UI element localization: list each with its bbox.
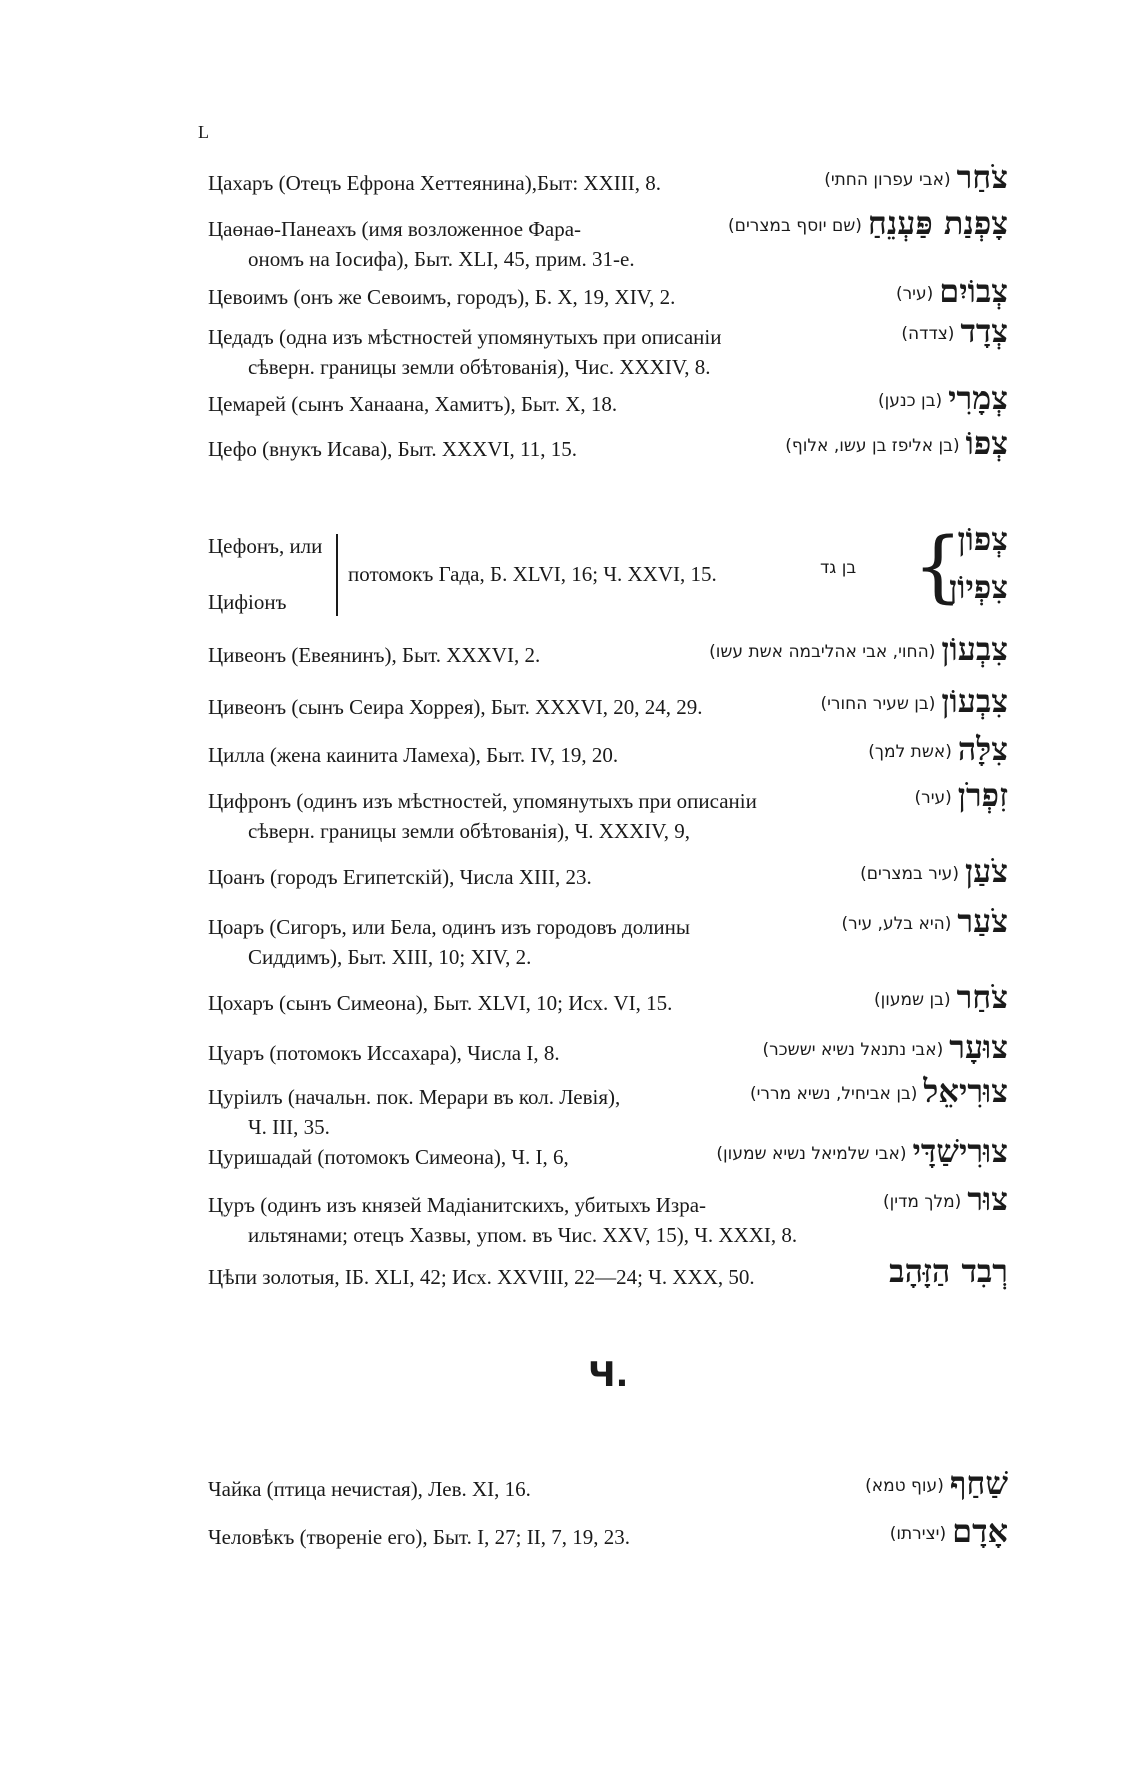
entry-text: Цоанъ (городъ Египетскій), Числа XIII, 23. (208, 865, 592, 889)
hebrew-headword: צֹעַן (964, 852, 1008, 890)
hebrew-gloss: (אבי נתנאל נשיא יששכר) (762, 1040, 944, 1060)
entry-text (208, 912, 798, 972)
entry-hebrew (868, 730, 1008, 768)
dictionary-entry (208, 730, 1008, 770)
entry-text: Цивеонъ (Евеянинъ), Быт. ХХХVI, 2. (208, 643, 541, 667)
entry-line-2: сѣверн. границы земли обѣтованія), Чис. ХХХIV, 8. (248, 355, 711, 379)
entry-line-1: Цаөнаө-Панеахъ (имя возложенное Фара- (208, 217, 582, 241)
hebrew-headword: צְפוֹ (965, 424, 1008, 462)
entry-hebrew (873, 978, 1008, 1016)
dictionary-entry (208, 1180, 1008, 1250)
hebrew-headword: אָדָם (952, 1512, 1008, 1550)
entry-hebrew (820, 682, 1009, 720)
entry-line-2: Сиддимъ), Быт. XIII, 10; XIV, 2. (248, 945, 532, 969)
dictionary-entry (208, 978, 1008, 1018)
section-heading: Ч. (588, 1355, 629, 1395)
entry-line-2: сѣверн. границы земли обѣтованія), Ч. ХХХIV, 9, (248, 819, 690, 843)
hebrew-gloss: (צדדה) (901, 324, 955, 344)
entry-text: Цуришадай (потомокъ Симеона), Ч. I, 6, (208, 1145, 569, 1169)
hebrew-headword: צְבוֹיִם (939, 272, 1008, 310)
hebrew-headword: זִפְרֹן (957, 776, 1008, 814)
entry-text: Цахаръ (Отецъ Ефрона Хеттеянина),Быт: ХХIII, 8. (208, 171, 661, 195)
entry-text: Цилла (жена каинита Ламеха), Быт. IV, 19, 20. (208, 743, 619, 767)
dictionary-entry (208, 1072, 1008, 1142)
hebrew-headword: צוּעָר (949, 1028, 1008, 1066)
entry-text: Чайка (птица нечистая), Лев. ХI, 16. (208, 1477, 531, 1501)
entry-hebrew (749, 1072, 1008, 1110)
entry-name-1: Цефонъ, или (208, 534, 323, 558)
entry-line-2: ономъ на Іосифа), Быт. ХLI, 45, прим. 31-е. (248, 247, 635, 271)
dictionary-entry (208, 312, 1008, 382)
entry-hebrew (824, 158, 1008, 196)
brace-entry (208, 520, 1008, 620)
hebrew-headword: צְדָד (960, 312, 1008, 350)
hebrew-gloss: (אבי שלמיאל נשיא שמעון) (716, 1144, 907, 1164)
entry-line-2: Ч. III, 35. (248, 1115, 330, 1139)
hebrew-gloss: (בן אליפז בן עשו, אלוף) (785, 436, 960, 456)
entry-hebrew (860, 852, 1008, 890)
hebrew-headword: צִפְיוֹן (949, 568, 1008, 606)
hebrew-headword: צִלָּה (957, 730, 1008, 768)
hebrew-headword: צוּר (967, 1180, 1008, 1218)
dictionary-entry (208, 852, 1008, 892)
entry-hebrew (709, 630, 1008, 668)
hebrew-headword: צָפְנַת פַּעְנֵחַ (867, 204, 1008, 242)
dictionary-entry (208, 776, 1008, 846)
hebrew-gloss: (אבי עפרון החתי) (824, 170, 951, 190)
entry-name-2: Цифіонъ (208, 590, 287, 614)
hebrew-gloss: (עיר) (895, 284, 934, 304)
dictionary-entry (208, 1132, 1008, 1172)
entry-text: Цивеонъ (сынъ Сеира Хоррея), Быт. ХХХVI, 20, 24, 29. (208, 695, 703, 719)
entry-hebrew (883, 1252, 1008, 1290)
entry-text (208, 214, 798, 274)
hebrew-headword: רְבִד הַזָּהָב (889, 1252, 1008, 1290)
entry-hebrew (889, 1512, 1008, 1550)
entry-text (208, 1190, 858, 1250)
hebrew-gloss: (שם יוסף במצרים) (728, 216, 862, 236)
entry-hebrew (865, 1464, 1008, 1502)
entry-hebrew (841, 902, 1008, 940)
entry-text (208, 786, 798, 846)
hebrew-gloss: (בן אביחיל, נשיא מררי) (749, 1084, 918, 1104)
bracket-line (336, 534, 338, 616)
entry-hebrew (877, 379, 1008, 417)
entry-text: Цефо (внукъ Исава), Быт. ХХХVI, 11, 15. (208, 437, 577, 461)
entry-line-1: Цифронъ (одинъ изъ мѣстностей, упомянутыхъ при описаніи (208, 789, 757, 813)
hebrew-headword: צוּרִיאֵל (923, 1072, 1008, 1110)
entry-hebrew (716, 1132, 1008, 1170)
hebrew-headword: צוּרִישַׁדָּי (912, 1132, 1008, 1170)
entry-text: Цевоимъ (онъ же Севоимъ, городъ), Б. Х, 19, ХIV, 2. (208, 285, 676, 309)
dictionary-entry (208, 630, 1008, 670)
hebrew-headword: צֹחַר (956, 158, 1008, 196)
entry-line-1: Цуръ (одинъ изъ князей Мадіанитскихъ, убитыхъ Изра- (208, 1193, 707, 1217)
curly-brace: { (913, 522, 963, 612)
hebrew-headword: צִבְעוֹן (941, 630, 1008, 668)
entry-line-1: Цоаръ (Сигоръ, или Бела, одинъ изъ городовъ долины (208, 915, 690, 939)
page-mark: L (198, 122, 209, 142)
hebrew-headword: צְמָרִי (948, 379, 1008, 417)
dictionary-entry (208, 902, 1008, 972)
entry-text: Цохаръ (сынъ Симеона), Быт. ХLVI, 10; Исх. VI, 15. (208, 991, 673, 1015)
entry-hebrew (883, 1180, 1008, 1218)
entry-line-1: Цуріилъ (начальн. пок. Мерари въ кол. Левія), (208, 1085, 621, 1109)
hebrew-gloss: (היא בלע, עיר) (841, 914, 952, 934)
entry-hebrew (785, 424, 1008, 462)
entry-hebrew (762, 1028, 1008, 1066)
entry-text: Цуаръ (потомокъ Иссахара), Числа I, 8. (208, 1041, 560, 1065)
dictionary-entry (208, 424, 1008, 464)
hebrew-gloss: (אשת למך) (868, 742, 952, 762)
entry-text: Цѣпи золотыя, IБ. ХLI, 42; Исх. ХХVIII, 22—24; Ч. ХХХ, 50. (208, 1265, 755, 1289)
dictionary-entry (208, 272, 1008, 312)
entry-line-2: ильтянами; отецъ Хазвы, упом. въ Чис. ХХV, 15), Ч. ХХХI, 8. (248, 1223, 798, 1247)
entry-text: Человѣкъ (твореніе его), Быт. I, 27; II, 7, 19, 23. (208, 1525, 630, 1549)
hebrew-gloss: (בן שמעון) (873, 990, 951, 1010)
dictionary-entry (208, 204, 1008, 274)
hebrew-gloss: (עיר) (914, 788, 952, 808)
dictionary-entry (208, 1464, 1008, 1504)
hebrew-headword: שַׁחַף (949, 1464, 1008, 1502)
entry-hebrew (728, 204, 1008, 242)
hebrew-gloss: (בן כנען) (877, 391, 943, 411)
entry-hebrew (895, 272, 1008, 310)
dictionary-entry (208, 1028, 1008, 1068)
entry-text: Цемарей (сынъ Ханаана, Хамитъ), Быт. Х, 18. (208, 392, 618, 416)
entry-line-1: Цедадъ (одна изъ мѣстностей упомянутыхъ при описаніи (208, 325, 722, 349)
hebrew-gloss: (עיר במצרים) (860, 864, 959, 884)
dictionary-entry (208, 158, 1008, 198)
entry-hebrew (914, 776, 1008, 814)
hebrew-gloss: (עוף טמא) (865, 1476, 944, 1496)
hebrew-gloss: (בן שעיר החורי) (820, 694, 936, 714)
hebrew-headword: צִבְעוֹן (941, 682, 1008, 720)
entry-text (208, 1082, 798, 1142)
hebrew-gloss: (החוי, אבי אהליבמה אשת עשו) (709, 642, 936, 662)
dictionary-entry (208, 682, 1008, 722)
entry-hebrew (901, 312, 1008, 350)
hebrew-gloss: בן גד (820, 558, 857, 578)
hebrew-gloss: (יצירתו) (889, 1524, 947, 1544)
hebrew-gloss: (מלך מדין) (883, 1192, 962, 1212)
dictionary-entry (208, 1252, 1008, 1292)
dictionary-entry (208, 379, 1008, 419)
hebrew-headword: צְפוֹן (957, 520, 1008, 558)
entry-text: потомокъ Гада, Б. ХLVI, 16; Ч. ХХVI, 15. (348, 562, 717, 586)
dictionary-entry (208, 1512, 1008, 1552)
hebrew-headword: צֹחַר (956, 978, 1008, 1016)
hebrew-headword: צֹעַר (957, 902, 1008, 940)
entry-text (208, 322, 798, 382)
